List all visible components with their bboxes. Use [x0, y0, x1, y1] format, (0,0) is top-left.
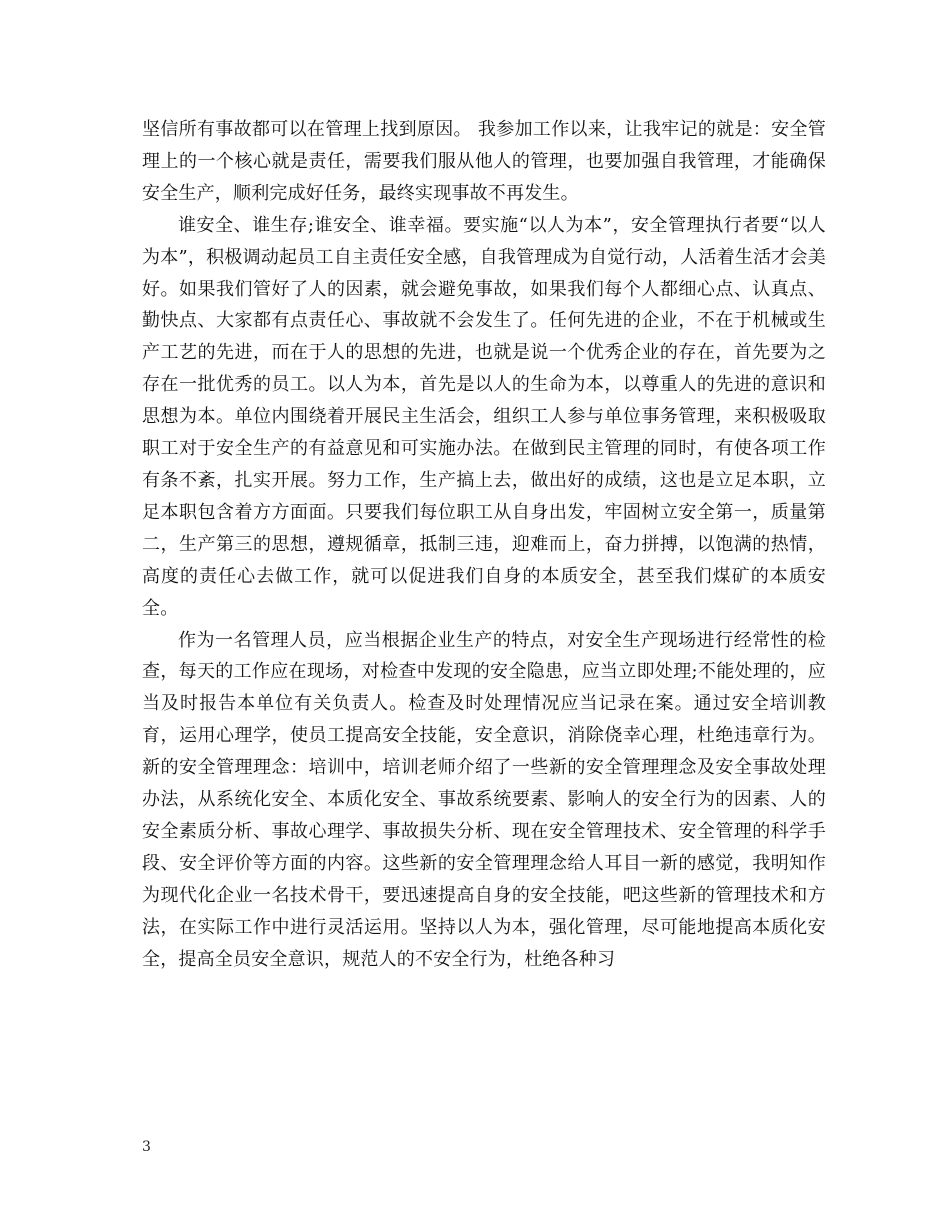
paragraph-3: 作为一名管理人员，应当根据企业生产的特点，对安全生产现场进行经常性的检查，每天的工作应在现场，对检查中发现的安全隐患，应当立即处理;不能处理的，应当及时报告本单位有关负责人。检查及时处理情况应当记录在案。通过安全培训教育，运用心理学，使员工提高安全技能，安全意识，消除侥幸心理，杜绝违章行为。新的安全管理理念：培训中，培训老师介绍了一些新的安全管理理念及安全事故处理办法，从系统化安全、本质化安全、事故系统要素、影响人的安全行为的因素、人的安全素质分析、事故心理学、事故损失分析、现在安全管理技术、安全管理的科学手段、安全评价等方面的内容。这些新的安全管理理念给人耳目一新的感觉，我明知作为现代化企业一名技术骨干，要迅速提高自身的安全技能，吧这些新的管理技术和方法，在实际工作中进行灵活运用。坚持以人为本，强化管理，尽可能地提高本质化安全，提高全员安全意识，规范人的不安全行为，杜绝各种习	[142, 629, 826, 970]
page-number: 3	[142, 1139, 151, 1155]
body-text	[142, 114, 826, 975]
paragraph-1: 坚信所有事故都可以在管理上找到原因。 我参加工作以来，让我牢记的就是：安全管理上的一个核心就是责任，需要我们服从他人的管理，也要加强自我管理，才能确保安全生产，顺利完成好任务，最终实现事故不再发生。	[142, 119, 826, 204]
paragraph-2: 谁安全、谁生存;谁安全、谁幸福。要实施“以人为本”，安全管理执行者要“以人为本”，积极调动起员工自主责任安全感，自我管理成为自觉行动，人活着生活才会美好。如果我们管好了人的因素，就会避免事故，如果我们每个人都细心点、认真点、勤快点、大家都有点责任心、事故就不会发生了。任何先进的企业，不在于机械或生产工艺的先进，而在于人的思想的先进，也就是说一个优秀企业的存在，首先要为之存在一批优秀的员工。以人为本，首先是以人的生命为本，以尊重人的先进的意识和思想为本。单位内围绕着开展民主生活会，组织工人参与单位事务管理，来积极吸取职工对于安全生产的有益意见和可实施办法。在做到民主管理的同时，有使各项工作有条不紊，扎实开展。努力工作，生产搞上去，做出好的成绩，这也是立足本职，立足本职包含着方方面面。只要我们每位职工从自身出发，牢固树立安全第一，质量第二，生产第三的思想，遵规循章，抵制三违，迎难而上，奋力拼搏，以饱满的热情，高度的责任心去做工作，就可以促进我们自身的本质安全，甚至我们煤矿的本质安全。	[142, 214, 826, 619]
